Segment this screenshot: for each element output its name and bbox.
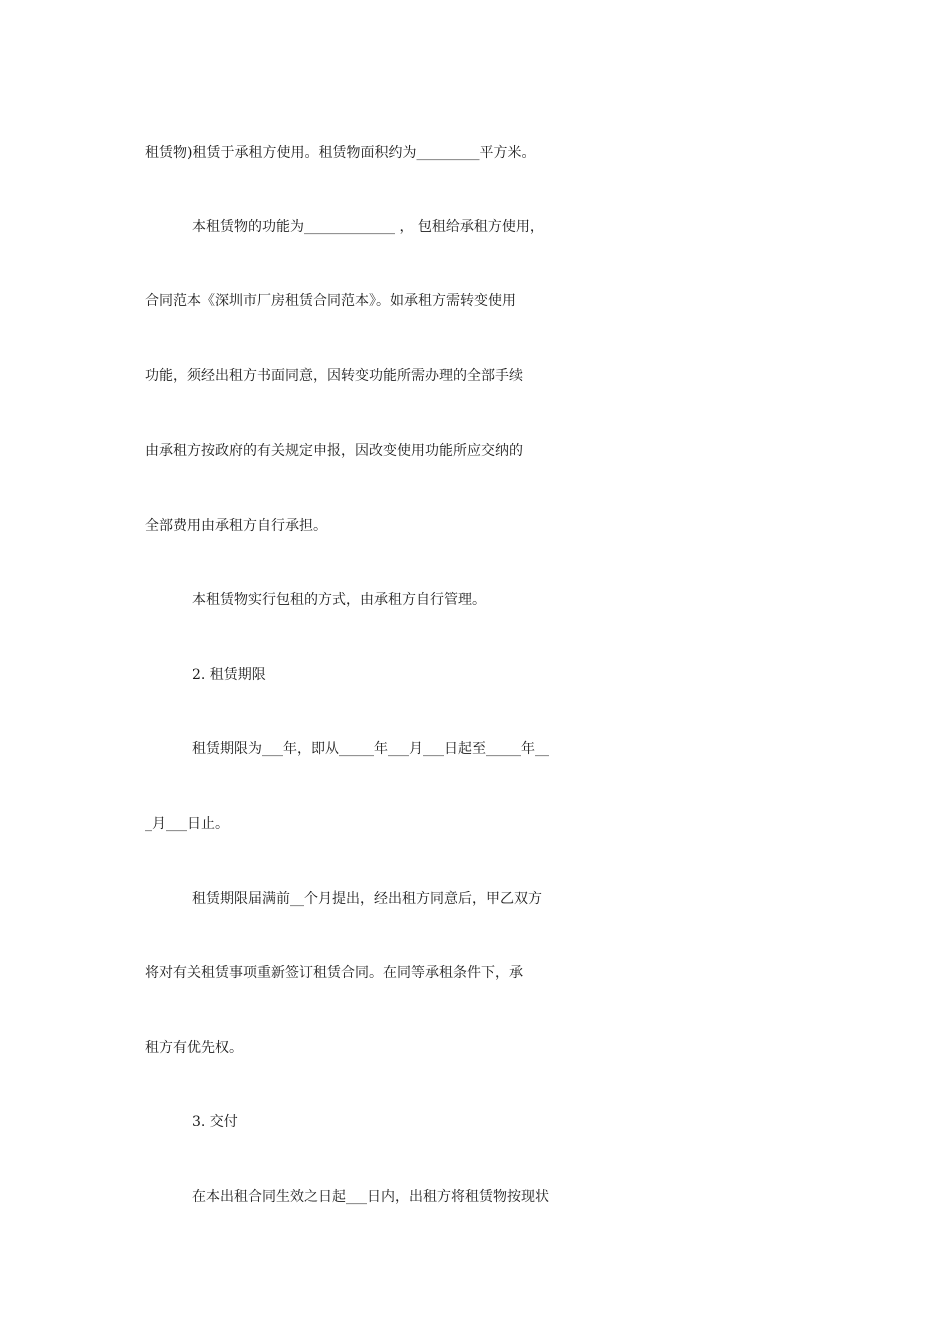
text-line: 租方有优先权。 <box>145 1040 243 1056</box>
text-line: 功能，须经出租方书面同意，因转变功能所需办理的全部手续 <box>145 368 523 384</box>
text-line: 租赁期限届满前__个月提出，经出租方同意后，甲乙双方 <box>192 891 542 907</box>
section-heading: 2. 租赁期限 <box>192 667 266 683</box>
text-line: 全部费用由承租方自行承担。 <box>145 518 327 534</box>
text-line: 由承租方按政府的有关规定申报，因改变使用功能所应交纳的 <box>145 443 523 459</box>
section-heading: 3. 交付 <box>192 1114 238 1130</box>
text-line: 合同范本《深圳市厂房租赁合同范本》。如承租方需转变使用 <box>145 293 516 309</box>
text-line: 租赁物)租赁于承租方使用。租赁物面积约为_________平方米。 <box>145 145 536 161</box>
text-line: _月___日止。 <box>145 816 229 832</box>
text-line: 租赁期限为___年，即从_____年___月___日起至_____年__ <box>192 741 549 757</box>
text-line: 将对有关租赁事项重新签订租赁合同。在同等承租条件下，承 <box>145 965 523 981</box>
text-line: 在本出租合同生效之日起___日内，出租方将租赁物按现状 <box>192 1189 549 1205</box>
text-line: 本租赁物实行包租的方式，由承租方自行管理。 <box>192 592 486 608</box>
text-line: 本租赁物的功能为_____________ ， 包租给承租方使用， <box>192 219 544 235</box>
